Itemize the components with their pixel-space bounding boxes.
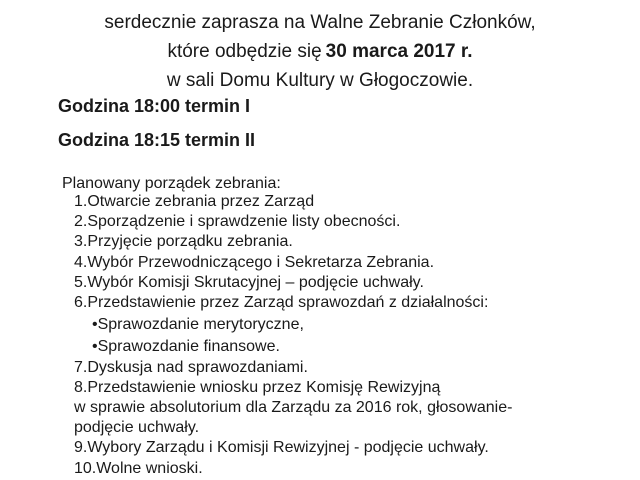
agenda-item: 8.Przedstawienie wniosku przez Komisję Rewizyjną xyxy=(74,378,441,396)
agenda-item: 6.Przedstawienie przez Zarząd sprawozdań z działalności: xyxy=(74,294,489,312)
intro-line-3: w sali Domu Kultury w Głogoczowie. xyxy=(166,70,474,91)
agenda-item: 9.Wybory Zarządu i Komisji Rewizyjnej - podjęcie uchwały. xyxy=(74,439,489,457)
agenda-item-continuation: w sprawie absolutorium dla Zarządu za 2016 rok, głosowanie- xyxy=(74,399,513,417)
agenda-item: 4.Wybór Przewodniczącego i Sekretarza Zebrania. xyxy=(74,253,435,271)
agenda-subitem: •Sprawozdanie finansowe. xyxy=(92,338,280,356)
agenda-item: 1.Otwarcie zebrania przez Zarząd xyxy=(74,193,315,210)
first-term-time: Godzina 18:00 termin I xyxy=(58,96,251,116)
agenda-item: 10.Wolne wnioski. xyxy=(74,459,203,477)
agenda-subitem: •Sprawozdanie merytoryczne, xyxy=(92,316,304,334)
intro-line-2: które odbędzie się 30 marca 2017 r. xyxy=(167,41,473,62)
second-term-time: Godzina 18:15 termin II xyxy=(58,130,256,150)
agenda-item: 5.Wybór Komisji Skrutacyjnej – podjęcie uchwały. xyxy=(74,273,424,291)
intro-line-1: serdecznie zaprasza na Walne Zebranie Członków, xyxy=(104,12,536,33)
agenda-item: 3.Przyjęcie porządku zebrania. xyxy=(74,233,293,251)
agenda-item: 7.Dyskusja nad sprawozdaniami. xyxy=(74,358,308,376)
agenda-title: Planowany porządek zebrania: xyxy=(62,175,281,192)
meeting-date: 30 marca 2017 r. xyxy=(325,41,473,62)
agenda-list xyxy=(74,192,512,479)
agenda-item: 2.Sporządzenie i sprawdzenie listy obecności. xyxy=(74,213,401,231)
agenda-item-continuation: podjęcie uchwały. xyxy=(74,419,200,437)
